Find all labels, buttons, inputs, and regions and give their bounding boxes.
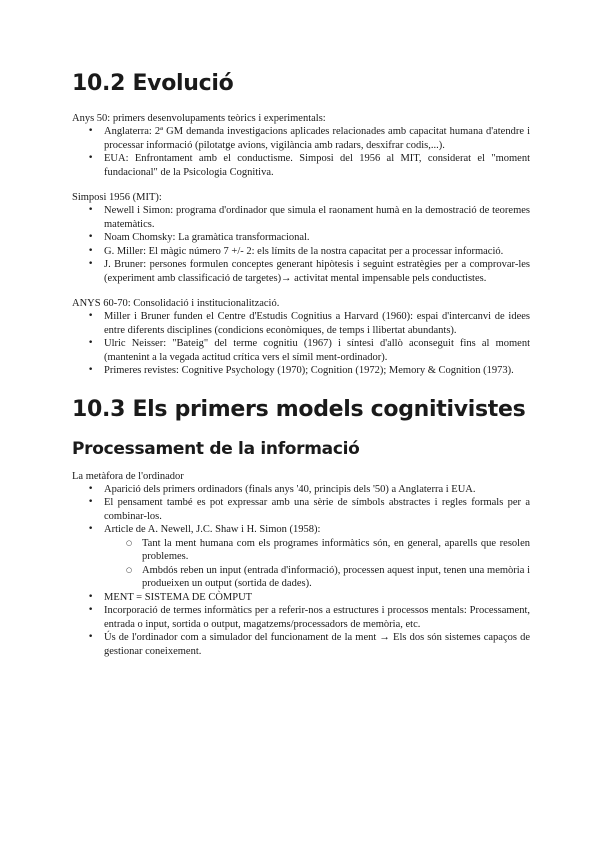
section-heading-10-2: 10.2 Evolució bbox=[72, 71, 234, 96]
group-intro: Anys 50: primers desenvolupaments teòrics i experimentals: bbox=[72, 113, 326, 124]
group-intro: ANYS 60-70: Consolidació i institucionalització. bbox=[72, 298, 280, 309]
list-item: • Incorporació de termes informàtics per a referir-nos a estructures i processos mentals: Processament, entrada o input, sortida o output, magatzems/processadors de memòria, etc. bbox=[104, 604, 530, 631]
list-item: • MENT = SISTEMA DE CÒMPUT bbox=[104, 591, 530, 605]
list-item: • Noam Chomsky: La gramàtica transformacional. bbox=[104, 231, 530, 245]
section-heading-10-3: 10.3 Els primers models cognitivistes bbox=[72, 396, 526, 422]
list-item: • G. Miller: El màgic número 7 +/- 2: els límits de la nostra capacitat per a processar informació. bbox=[104, 245, 530, 259]
list-item: • Anglaterra: 2ª GM demanda investigacions aplicades relacionades amb capacitat humana d'atendre i processar informació (pilotatge avions, vigilància amb radars, desxifrar codis,...). bbox=[104, 125, 530, 152]
list-item: • Newell i Simon: programa d'ordinador que simula el raonament humà en la demostració de teoremes matemàtics. bbox=[104, 204, 530, 231]
group-intro: La metàfora de l'ordinador bbox=[72, 470, 184, 482]
list-item: • Aparició dels primers ordinadors (finals anys '40, principis dels '50) a Anglaterra i EUA. bbox=[104, 483, 530, 497]
list-item: • Ulric Neisser: "Bateig" del terme cognitiu (1967) i síntesi d'allò aconseguit fins al moment (mantenint a la vegada actitud crítica vers el símil ment-ordinador). bbox=[104, 337, 530, 364]
sub-list-item: ○ Ambdós reben un input (entrada d'informació), processen aquest input, tenen una memòria i produeixen un output (sortida de dades). bbox=[142, 564, 530, 591]
bullet-list bbox=[72, 204, 530, 285]
list-item: • Miller i Bruner funden el Centre d'Estudis Cognitius a Harvard (1960): espai d'intercanvi de idees entre diferents disciplines (condicions econòmiques, de temps i llibertat abundants). bbox=[104, 310, 530, 337]
list-item: • Primeres revistes: Cognitive Psychology (1970); Cognition (1972); Memory & Cognition (1973). bbox=[104, 364, 530, 378]
bullet-list bbox=[72, 310, 530, 378]
list-item bbox=[104, 523, 530, 591]
sub-list-item: ○ Tant la ment humana com els programes informàtics són, en general, aparells que resolen problemes. bbox=[142, 537, 530, 564]
list-item: • J. Bruner: persones formulen conceptes generant hipòtesis i seguint estratègies per a comprovar-les (experiment amb classificació de targetes)→ activitat mental impensable pels conductistes. bbox=[104, 258, 530, 285]
list-item: • Ús de l'ordinador com a simulador del funcionament de la ment → Els dos són sistemes capaços de gestionar coneixement. bbox=[104, 631, 530, 658]
list-item: • EUA: Enfrontament amb el conductisme. Simposi del 1956 al MIT, considerat el "moment fundacional" de la Psicologia Cognitiva. bbox=[104, 152, 530, 179]
list-item-text: Article de A. Newell, J.C. Shaw i H. Simon (1958): bbox=[104, 524, 321, 535]
sub-bullet-list bbox=[104, 537, 530, 591]
bullet-list bbox=[72, 125, 530, 179]
document-page bbox=[72, 70, 530, 658]
subsection-heading: Processament de la informació bbox=[72, 438, 360, 459]
bullet-list bbox=[72, 483, 530, 659]
list-item: • El pensament també es pot expressar amb una sèrie de símbols abstractes i regles formals per a combinar-los. bbox=[104, 496, 530, 523]
group-intro: Simposi 1956 (MIT): bbox=[72, 192, 162, 203]
